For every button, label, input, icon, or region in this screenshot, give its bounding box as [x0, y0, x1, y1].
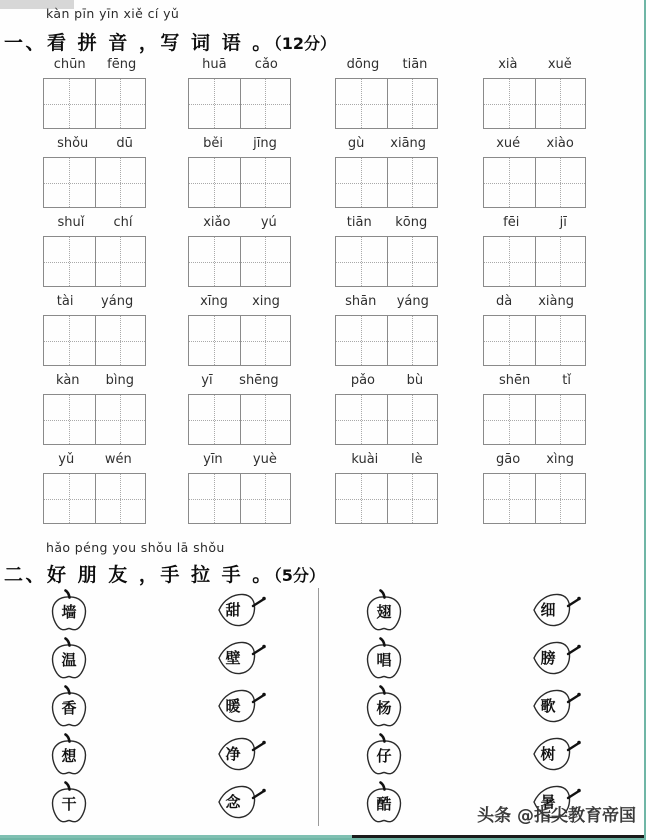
- tianzige-cell[interactable]: [189, 158, 240, 207]
- pinyin-syllable: běi: [203, 136, 223, 151]
- pinyin-syllable: xiào: [546, 136, 574, 151]
- pinyin-label: [335, 452, 439, 467]
- tianzige-cell[interactable]: [95, 79, 146, 128]
- tianzige-cell[interactable]: [484, 474, 535, 523]
- section1-heading: [4, 28, 336, 55]
- apple-character: 杨: [376, 698, 392, 717]
- pinyin-label: [188, 294, 292, 309]
- pinyin-syllable: fēng: [107, 57, 137, 72]
- tianzige-writing-box[interactable]: [43, 394, 146, 445]
- pinyin-syllable: yáng: [101, 294, 134, 309]
- tianzige-cell[interactable]: [535, 474, 586, 523]
- tianzige-cell[interactable]: [387, 474, 438, 523]
- pinyin-syllable: kàn: [56, 373, 80, 388]
- tianzige-cell[interactable]: [535, 316, 586, 365]
- leaf-character: 净: [225, 744, 241, 763]
- pinyin-label: [43, 57, 147, 72]
- tianzige-cell[interactable]: [336, 395, 387, 444]
- tianzige-cell[interactable]: [240, 237, 291, 286]
- section1-title-text: 看 拼 音 ，写 词 语 。: [47, 32, 274, 54]
- watermark: 头条 @指尖教育帝国: [477, 806, 636, 826]
- pinyin-label: [188, 452, 292, 467]
- tianzige-cell[interactable]: [95, 316, 146, 365]
- pinyin-syllable: yuè: [252, 452, 277, 467]
- pinyin-label: [43, 136, 147, 151]
- tianzige-cell[interactable]: [387, 237, 438, 286]
- tianzige-cell[interactable]: [44, 316, 95, 365]
- apple-right-3[interactable]: [362, 684, 406, 728]
- tianzige-cell[interactable]: [484, 79, 535, 128]
- leaf-character: 膀: [540, 648, 556, 667]
- tianzige-cell[interactable]: [189, 316, 240, 365]
- leaf-character: 暖: [225, 696, 241, 715]
- tianzige-writing-box[interactable]: [335, 394, 438, 445]
- pinyin-syllable: xué: [496, 136, 521, 151]
- pinyin-syllable: chūn: [53, 57, 86, 72]
- tianzige-writing-box[interactable]: [188, 78, 291, 129]
- leaf-character: 甜: [225, 600, 241, 619]
- apple-left-1[interactable]: [47, 588, 91, 632]
- pinyin-syllable: shēng: [239, 373, 279, 388]
- tianzige-cell[interactable]: [336, 474, 387, 523]
- tianzige-cell[interactable]: [44, 474, 95, 523]
- pinyin-syllable: kōng: [395, 215, 428, 230]
- tianzige-cell[interactable]: [95, 395, 146, 444]
- section2-column-divider: [318, 588, 319, 826]
- pinyin-label: [335, 215, 439, 230]
- pinyin-label: [188, 215, 292, 230]
- tianzige-cell[interactable]: [189, 395, 240, 444]
- pinyin-syllable: tiān: [402, 57, 428, 72]
- leaf-left-3[interactable]: [216, 687, 266, 725]
- pinyin-syllable: shān: [345, 294, 377, 309]
- apple-left-5[interactable]: [47, 780, 91, 824]
- pinyin-syllable: shēn: [499, 373, 531, 388]
- pinyin-syllable: bìng: [105, 373, 134, 388]
- apple-right-1[interactable]: [362, 588, 406, 632]
- pinyin-label: [188, 373, 292, 388]
- section2-heading: [4, 560, 325, 587]
- pinyin-syllable: dōng: [346, 57, 380, 72]
- section2-title-text: 好 朋 友 ，手 拉 手 。: [47, 564, 274, 586]
- tianzige-writing-box[interactable]: [483, 315, 586, 366]
- pinyin-syllable: dū: [116, 136, 133, 151]
- pinyin-syllable: yáng: [396, 294, 429, 309]
- tianzige-writing-box[interactable]: [483, 157, 586, 208]
- tianzige-cell[interactable]: [535, 79, 586, 128]
- pinyin-label: [483, 136, 587, 151]
- tianzige-cell[interactable]: [387, 79, 438, 128]
- apple-character: 仔: [376, 746, 392, 765]
- tianzige-cell[interactable]: [240, 79, 291, 128]
- tianzige-writing-box[interactable]: [335, 473, 438, 524]
- pinyin-label: [188, 136, 292, 151]
- tianzige-writing-box[interactable]: [188, 157, 291, 208]
- pinyin-syllable: huā: [202, 57, 227, 72]
- apple-character: 香: [61, 698, 77, 717]
- leaf-character: 树: [540, 744, 556, 763]
- pinyin-syllable: jī: [559, 215, 567, 230]
- tianzige-writing-box[interactable]: [335, 315, 438, 366]
- tianzige-cell[interactable]: [535, 158, 586, 207]
- pinyin-syllable: wén: [104, 452, 132, 467]
- pinyin-syllable: xīng: [200, 294, 228, 309]
- leaf-left-2[interactable]: [216, 639, 266, 677]
- tianzige-cell[interactable]: [336, 79, 387, 128]
- tianzige-writing-box[interactable]: [335, 236, 438, 287]
- leaf-character: 壁: [225, 648, 241, 667]
- pinyin-syllable: gāo: [496, 452, 521, 467]
- tianzige-writing-box[interactable]: [483, 236, 586, 287]
- tianzige-writing-box[interactable]: [43, 78, 146, 129]
- pinyin-label: [335, 136, 439, 151]
- leaf-character: 细: [540, 600, 556, 619]
- tianzige-cell[interactable]: [44, 237, 95, 286]
- apple-left-3[interactable]: [47, 684, 91, 728]
- section1-number: 一、: [4, 32, 48, 54]
- pinyin-syllable: xiàng: [538, 294, 574, 309]
- pinyin-label: [483, 294, 587, 309]
- tianzige-cell[interactable]: [95, 474, 146, 523]
- tianzige-cell[interactable]: [387, 316, 438, 365]
- tianzige-cell[interactable]: [387, 395, 438, 444]
- pinyin-syllable: xià: [498, 57, 518, 72]
- tianzige-writing-box[interactable]: [188, 315, 291, 366]
- tianzige-writing-box[interactable]: [335, 78, 438, 129]
- tianzige-cell[interactable]: [240, 474, 291, 523]
- apple-right-5[interactable]: [362, 780, 406, 824]
- tianzige-writing-box[interactable]: [335, 157, 438, 208]
- pinyin-syllable: fēi: [503, 215, 520, 230]
- pinyin-label: [335, 57, 439, 72]
- pinyin-syllable: tiān: [346, 215, 372, 230]
- pinyin-syllable: xiǎo: [203, 215, 231, 230]
- pinyin-syllable: tǐ: [562, 373, 571, 388]
- pinyin-syllable: tài: [56, 294, 74, 309]
- pinyin-syllable: yú: [260, 215, 277, 230]
- apple-right-2[interactable]: [362, 636, 406, 680]
- pinyin-syllable: yǔ: [58, 452, 75, 467]
- section2-score: （5分）: [273, 566, 325, 585]
- tianzige-writing-box[interactable]: [483, 78, 586, 129]
- tianzige-writing-box[interactable]: [188, 473, 291, 524]
- tianzige-cell[interactable]: [44, 79, 95, 128]
- pinyin-label: [335, 294, 439, 309]
- pinyin-syllable: kuài: [351, 452, 379, 467]
- pinyin-label: [43, 452, 147, 467]
- apple-character: 唱: [376, 650, 392, 669]
- pinyin-syllable: bù: [406, 373, 424, 388]
- apple-character: 想: [61, 746, 77, 765]
- apple-character: 酷: [376, 794, 392, 813]
- pinyin-syllable: xìng: [546, 452, 574, 467]
- bottom-dark-bar: [352, 835, 646, 838]
- tianzige-cell[interactable]: [240, 316, 291, 365]
- pinyin-syllable: jīng: [253, 136, 277, 151]
- pinyin-label: [483, 452, 587, 467]
- pinyin-label: [483, 57, 587, 72]
- tianzige-writing-box[interactable]: [188, 236, 291, 287]
- leaf-left-4[interactable]: [216, 735, 266, 773]
- pinyin-syllable: pǎo: [350, 373, 375, 388]
- pinyin-syllable: chí: [113, 215, 133, 230]
- tianzige-cell[interactable]: [189, 474, 240, 523]
- pinyin-syllable: xing: [252, 294, 280, 309]
- tianzige-cell[interactable]: [240, 395, 291, 444]
- section1-pinyin-heading: kàn pīn yīn xiě cí yǔ: [46, 6, 180, 21]
- tianzige-cell[interactable]: [240, 158, 291, 207]
- tianzige-cell[interactable]: [484, 395, 535, 444]
- tianzige-cell[interactable]: [95, 237, 146, 286]
- leaf-right-3[interactable]: [531, 687, 581, 725]
- leaf-right-4[interactable]: [531, 735, 581, 773]
- pinyin-syllable: shuǐ: [57, 215, 85, 230]
- tianzige-cell[interactable]: [484, 316, 535, 365]
- pinyin-label: [483, 373, 587, 388]
- pinyin-label: [483, 215, 587, 230]
- pinyin-label: [335, 373, 439, 388]
- tianzige-cell[interactable]: [336, 237, 387, 286]
- leaf-character: 歌: [540, 696, 556, 715]
- tianzige-cell[interactable]: [484, 158, 535, 207]
- pinyin-syllable: lè: [411, 452, 423, 467]
- tianzige-cell[interactable]: [535, 395, 586, 444]
- tianzige-cell[interactable]: [387, 158, 438, 207]
- tianzige-cell[interactable]: [95, 158, 146, 207]
- tianzige-cell[interactable]: [336, 158, 387, 207]
- tianzige-cell[interactable]: [189, 237, 240, 286]
- tianzige-writing-box[interactable]: [43, 473, 146, 524]
- section1-score: （12分）: [273, 34, 336, 53]
- tianzige-cell[interactable]: [484, 237, 535, 286]
- pinyin-syllable: dà: [496, 294, 513, 309]
- leaf-character: 暑: [540, 792, 556, 811]
- tianzige-writing-box[interactable]: [188, 394, 291, 445]
- leaf-character: 念: [225, 792, 241, 811]
- pinyin-label: [43, 373, 147, 388]
- tianzige-cell[interactable]: [535, 237, 586, 286]
- pinyin-label: [43, 215, 147, 230]
- apple-character: 墙: [61, 602, 77, 621]
- tianzige-cell[interactable]: [44, 395, 95, 444]
- tianzige-writing-box[interactable]: [43, 236, 146, 287]
- tianzige-writing-box[interactable]: [483, 394, 586, 445]
- tianzige-writing-box[interactable]: [43, 157, 146, 208]
- pinyin-syllable: cǎo: [254, 57, 278, 72]
- pinyin-label: [43, 294, 147, 309]
- leaf-right-1[interactable]: [531, 591, 581, 629]
- tianzige-cell[interactable]: [336, 316, 387, 365]
- tianzige-writing-box[interactable]: [43, 315, 146, 366]
- apple-left-2[interactable]: [47, 636, 91, 680]
- pinyin-syllable: yīn: [203, 452, 223, 467]
- pinyin-label: [188, 57, 292, 72]
- tianzige-writing-box[interactable]: [483, 473, 586, 524]
- pinyin-syllable: xiāng: [390, 136, 427, 151]
- leaf-right-2[interactable]: [531, 639, 581, 677]
- leaf-left-1[interactable]: [216, 591, 266, 629]
- apple-right-4[interactable]: [362, 732, 406, 776]
- leaf-left-5[interactable]: [216, 783, 266, 821]
- apple-character: 温: [61, 650, 77, 669]
- apple-left-4[interactable]: [47, 732, 91, 776]
- pinyin-syllable: shǒu: [57, 136, 89, 151]
- section2-number: 二、: [4, 564, 48, 586]
- tianzige-cell[interactable]: [44, 158, 95, 207]
- pinyin-syllable: xuě: [547, 57, 572, 72]
- tianzige-cell[interactable]: [189, 79, 240, 128]
- section2-pinyin-heading: hǎo péng you shǒu lā shǒu: [46, 540, 225, 555]
- pinyin-syllable: gù: [347, 136, 365, 151]
- apple-character: 干: [61, 794, 77, 813]
- apple-character: 翅: [376, 602, 392, 621]
- pinyin-syllable: yī: [201, 373, 213, 388]
